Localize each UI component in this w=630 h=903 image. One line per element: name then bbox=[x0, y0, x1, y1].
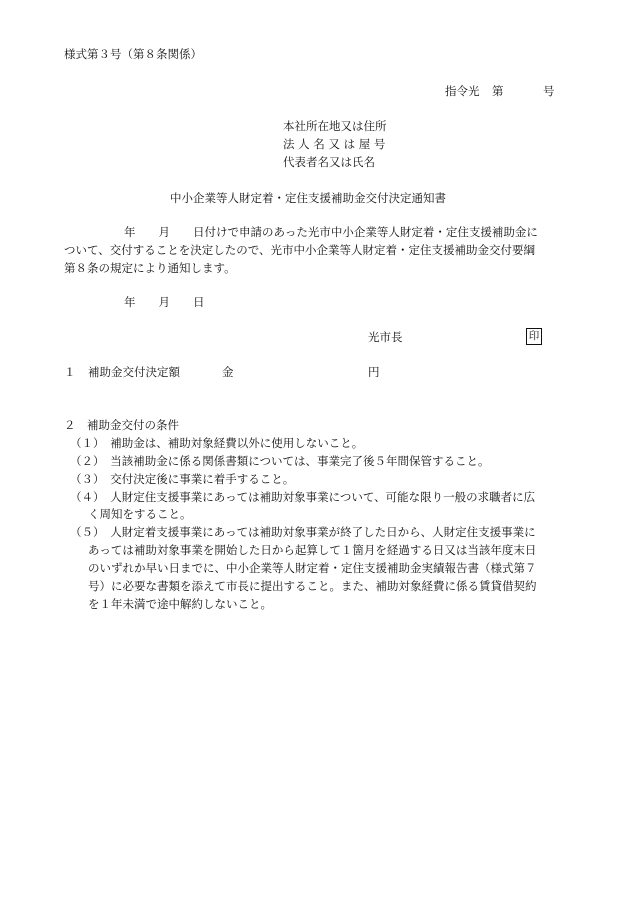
condition-4-line-1: （４） 人財定住支援事業にあっては補助対象事業について、可能な限り一般の求職者に広 bbox=[70, 490, 536, 504]
directive-dai: 第 bbox=[492, 84, 504, 98]
document-title: 中小企業等人財定着・定住支援補助金交付決定通知書 bbox=[170, 191, 446, 205]
recipient-representative: 代表者名又は氏名 bbox=[283, 155, 375, 169]
condition-5-line-4: 号）に必要な書類を添えて市長に提出すること。また、補助対象経費に係る賃貸借契約 bbox=[88, 579, 537, 593]
condition-5-line-1: （５） 人財定着支援事業にあっては補助対象事業が終了した日から、人財定住支援事業に bbox=[70, 525, 536, 539]
item-1-label: 補助金交付決定額 bbox=[88, 365, 180, 379]
item-1-yen: 円 bbox=[368, 365, 380, 379]
body-line-1: 年 月 日付けで申請のあった光市中小企業等人財定着・定住支援補助金に bbox=[124, 225, 538, 239]
recipient-address: 本社所在地又は住所 bbox=[283, 119, 387, 133]
body-line-2: ついて、交付することを決定したので、光市中小企業等人財定着・定住支援補助金交付要綱 bbox=[64, 243, 536, 257]
directive-go: 号 bbox=[543, 84, 555, 98]
date-line: 年 月 日 bbox=[124, 295, 205, 309]
condition-5-line-5: を１年未満で途中解約しないこと。 bbox=[88, 597, 272, 611]
condition-3: （３） 交付決定後に事業に着手すること。 bbox=[70, 472, 295, 486]
body-line-3: 第８条の規定により通知します。 bbox=[64, 261, 236, 275]
condition-1: （１） 補助金は、補助対象経費以外に使用しないこと。 bbox=[70, 436, 364, 450]
form-number: 様式第３号（第８条関係） bbox=[64, 47, 202, 61]
condition-5-line-3: のいずれか早い日までに、中小企業等人財定着・定住支援補助金実績報告書（様式第７ bbox=[88, 561, 537, 575]
directive-prefix: 指令光 bbox=[445, 84, 480, 98]
item-2-heading: ２ 補助金交付の条件 bbox=[64, 418, 179, 432]
seal-mark: 印 bbox=[526, 328, 542, 345]
item-1-kin: 金 bbox=[222, 365, 234, 379]
condition-5-line-2: あっては補助対象事業を開始した日から起算して１箇月を経過する日又は当該年度末日 bbox=[88, 543, 537, 557]
condition-2: （２） 当該補助金に係る関係書類については、事業完了後５年間保管すること。 bbox=[70, 454, 490, 468]
recipient-company: 法 人 名 又 は 屋 号 bbox=[283, 137, 386, 151]
item-1-number: １ bbox=[64, 365, 76, 379]
condition-4-line-2: く周知をすること。 bbox=[88, 507, 192, 521]
issuer-name: 光市長 bbox=[368, 330, 403, 344]
